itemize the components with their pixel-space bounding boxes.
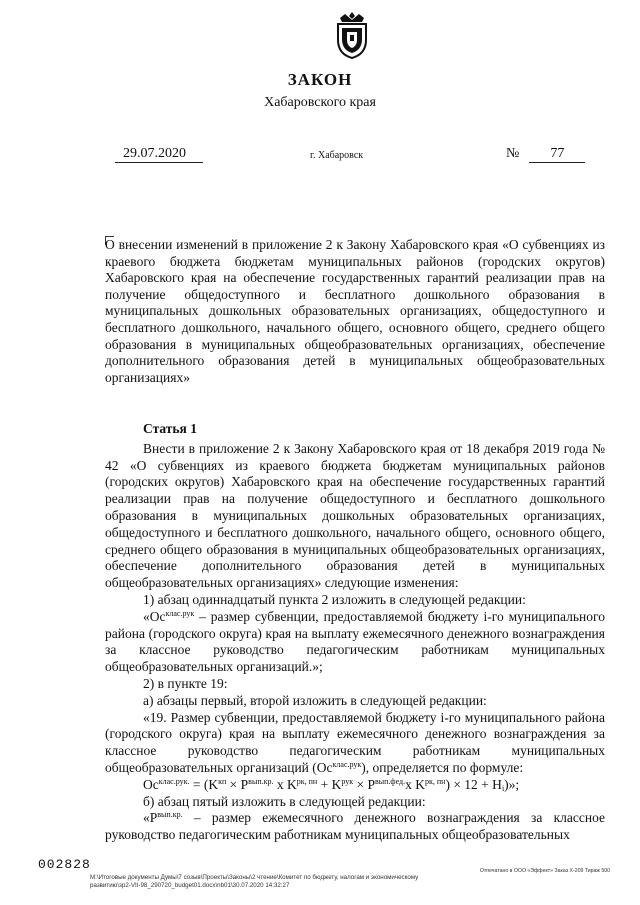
document-title: ЗАКОН — [287, 70, 353, 89]
amendment-item-1: 1) абзац одиннадцатый пункта 2 изложить в следующей редакции: — [143, 591, 526, 607]
law-body — [105, 421, 605, 844]
law-heading: О внесении изменений в приложение 2 к Закону Хабаровского края «О субвенциях из краевого бюджета бюджетам муниципальных районов (городских округов) Хабаровского края на обеспечение государственных гарантий реализации прав на получение общедоступного и бесплатного дошкольного образования в муниципальных дошкольных образовательных организациях, общедоступного и бесплатного дошкольного, начального общего, основного общего, среднего общего образования в муниципальных общеобразовательных организациях, обеспечение дополнительного образования детей в муниципальных общеобразовательных организациях» — [105, 237, 605, 385]
amendment-item-2b: б) абзац пятый изложить в следующей редакции: — [143, 793, 426, 809]
law-date: 29.07.2020 — [115, 146, 203, 163]
amendment-item-2a-quote: «19. Размер субвенции, предоставляемой бюджету i-го муниципального района (городского округа) края на выплату ежемесячного денежного вознаграждения за классное руководство педагогическим работникам муниципальных общеобразовательных организаций $(Ос^{клас.рук})$, определяется по формуле: — [105, 709, 605, 775]
amendment-item-1-quote: «$Ос^{клас.рук}$ – размер субвенции, предоставляемой бюджету i-го муниципального района (городского округа) края на выплату ежемесячного денежного вознаграждения за классное руководство педагогическим работникам муниципальных общеобразовательных организаций.»; — [105, 608, 605, 675]
amendment-item-2: 2) в пункте 19: — [143, 675, 228, 691]
law-number-field — [506, 146, 585, 163]
number-label: № — [506, 146, 520, 161]
formula: $Ос^{клас.рук.} = (K^{кп} \times P^{вып.кр.}$ x $K^{рк, пн} + K^{рук} \times P^{вып.фед.}x$ $K^{рк, пн}) \times 12 + Н_i$)»; — [143, 776, 520, 793]
page-serial-code: 002828 — [38, 857, 91, 872]
law-city: г. Хабаровск — [310, 150, 364, 161]
document-subtitle: Хабаровского края — [264, 95, 376, 110]
article-title: Статья 1 — [143, 421, 197, 436]
coat-of-arms-icon — [330, 10, 374, 60]
footer-print-info: Отпечатано в ООО «Эффект» Заказ Х-209 Тираж 500 — [479, 868, 610, 874]
footer-file-path: M:\Итоговые документы Думы\7 созыв\Проекты\Законы\2 чтение\Комитет по бюджету, налогам и экономическому развитию\зр2-VII-98_290720_budget01.docx\nb01\30.07.2020 14:32:27 — [90, 874, 419, 889]
amendment-item-2b-quote: «$P^{вып.кр.}$ – размер ежемесячного денежного вознаграждения за классное руководство педагогическим работникам муниципальных общеобразовательных — [105, 810, 605, 843]
article-intro: Внести в приложение 2 к Закону Хабаровского края от 18 декабря 2019 года № 42 «О субвенциях из краевого бюджета бюджетам муниципальных районов (городских округов) Хабаровского края на обеспечение государственных гарантий реализации прав на получение общедоступного и бесплатного дошкольного образования в муниципальных дошкольных образовательных организациях, общедоступного и бесплатного дошкольного, начального общего, основного общего, среднего общего образования в муниципальных общеобразовательных организациях, обеспечение дополнительного образования детей в муниципальных общеобразовательных организациях» следующие изменения: — [105, 440, 605, 591]
law-number: 77 — [529, 146, 585, 163]
amendment-item-2a: а) абзацы первый, второй изложить в следующей редакции: — [143, 692, 487, 708]
